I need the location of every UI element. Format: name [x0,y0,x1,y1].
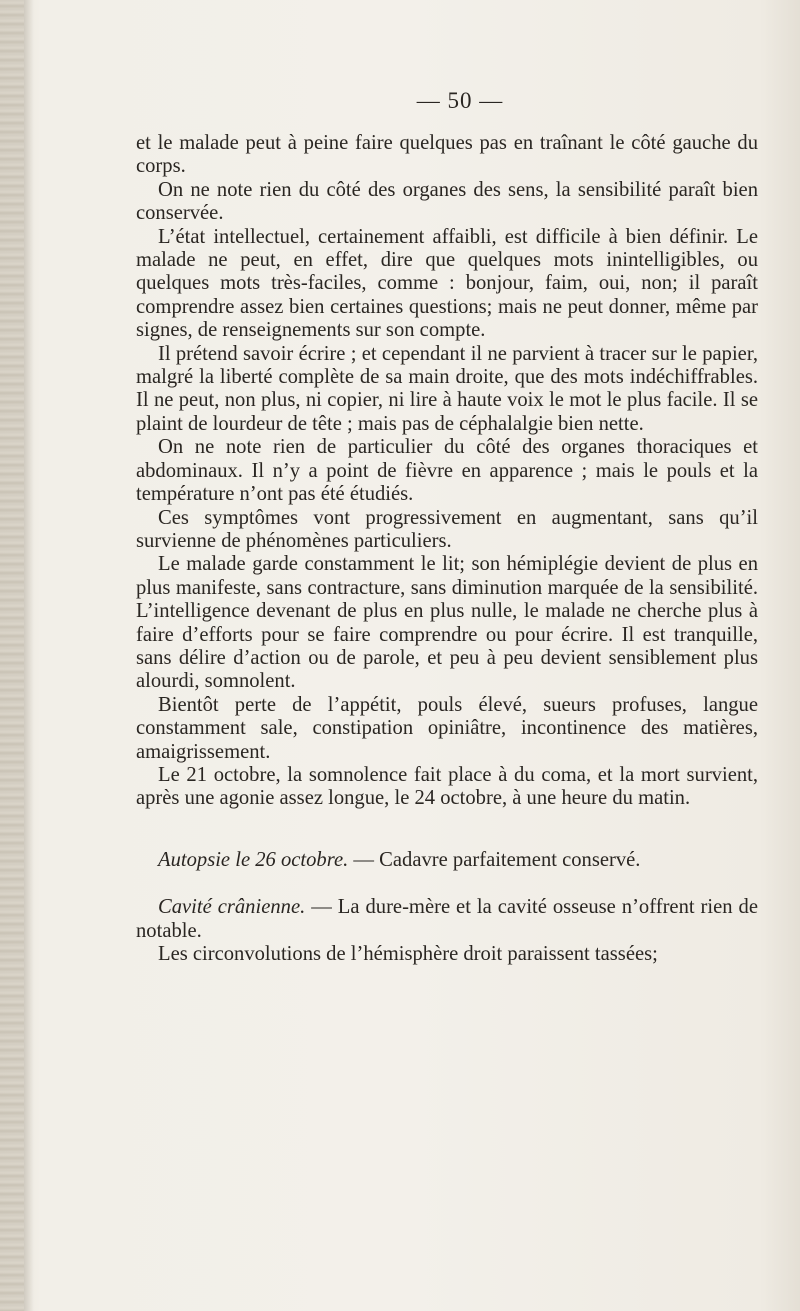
paragraph-3: L’état intellectuel, certainement affaibli, est difficile à bien définir. Le malade ne peut, en effet, dire que quelques mots inintelligibles, ou quelques mots très-faciles, comme : bonjour, faim, oui, non; il paraît comprendre assez bien certaines questions; mais ne peut donner, même par signes, de renseignements sur son compte. [136,225,758,342]
paragraph-1: et le malade peut à peine faire quelques pas en traînant le côté gauche du corps. [136,132,758,178]
cranial-paragraph [136,896,758,943]
paragraph-7: Le malade garde constamment le lit; son hémiplégie devient de plus en plus manifeste, sans contracture, sans diminution marquée de la sensibilité. L’intelligence devenant de plus en plus nulle, le malade ne cherche plus à faire d’efforts pour se faire comprendre ou pour écrire. Il est tranquille, sans délire d’action ou de parole, et peu à peu devient sensiblement plus alourdi, somnolent. [136,553,758,693]
autopsy-text: — Cadavre parfaitement conservé. [348,848,641,871]
paragraph-9: Le 21 octobre, la somnolence fait place à du coma, et la mort survient, après une agonie assez longue, le 24 octobre, à une heure du matin. [136,763,758,810]
binding-shadow [24,0,34,1311]
cranial-text: — La dure-mère et la cavité osseuse n’offrent rien de notable. [136,896,758,942]
paragraph-4: Il prétend savoir écrire ; et cependant il ne parvient à tracer sur le papier, malgré la liberté complète de sa main droite, que des mots indéchiffrables. Il ne peut, non plus, ni copier, ni lire à haute voix le mot le plus facile. Il se plaint de lourdeur de tête ; mais pas de céphalalgie bien nette. [136,342,758,435]
paragraph-8: Bientôt perte de l’appétit, pouls élevé, sueurs profuses, langue constamment sale, constipation opiniâtre, incontinence des matières, amaigrissement. [136,693,758,763]
paragraph-5: On ne note rien de particulier du côté des organes thoraciques et abdominaux. Il n’y a point de fièvre en apparence ; mais le pouls et la température n’ont pas été étudiés. [136,436,758,506]
page-number: — 50 — [416,88,504,113]
cranial-heading: Cavité crânienne. [158,896,306,919]
paragraph-6: Ces symptômes vont progressivement en augmentant, sans qu’il survienne de phénomènes particuliers. [136,506,758,552]
book-binding [0,0,24,1311]
last-paragraph: Les circonvolutions de l’hémisphère droit paraissent tassées; [158,943,658,965]
paragraph-2: On ne note rien du côté des organes des sens, la sensibilité paraît bien conservée. [136,178,758,225]
autopsy-paragraph [136,849,758,872]
body-text [136,132,758,966]
autopsy-heading: Autopsie le 26 octobre. [158,848,349,871]
